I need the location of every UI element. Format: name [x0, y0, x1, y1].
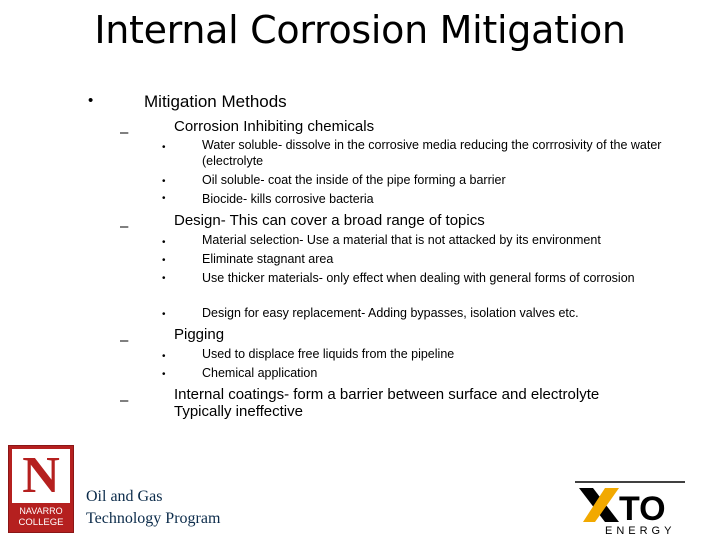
bullet-dot: •: [162, 309, 166, 320]
xto-energy-logo: [575, 480, 685, 536]
list-item: Used to displace free liquids from the pipeline: [202, 347, 455, 361]
program-line2: Technology Program: [86, 510, 221, 527]
bullet-dot: •: [162, 193, 166, 204]
section-heading: Pigging: [174, 326, 225, 343]
logo-line1: NAVARRO: [19, 506, 63, 516]
main-bullet-text: Mitigation Methods: [144, 92, 287, 111]
logo-letter: N: [22, 447, 60, 504]
logo-line2: COLLEGE: [18, 517, 64, 528]
section-heading: Design- This can cover a broad range of topics: [174, 212, 485, 229]
bullet-marker: •: [88, 92, 94, 109]
logo-wordmark: TO: [619, 490, 666, 528]
dash-marker: –: [120, 218, 129, 235]
list-item: Water soluble- dissolve in the corrosive media reducing the corrrosivity of the water (electrolyte: [202, 138, 662, 168]
list-item: Chemical application: [202, 366, 318, 380]
bullet-dot: •: [162, 273, 166, 284]
bullet-dot: •: [162, 351, 166, 362]
list-item: Use thicker materials- only effect when dealing with general forms of corrosion: [202, 271, 635, 285]
dash-marker: –: [120, 332, 129, 349]
logo-subtitle: ENERGY: [605, 525, 676, 536]
program-line1: Oil and Gas: [86, 488, 163, 505]
section-heading: Internal coatings- form a barrier between surface and electrolyte: [174, 386, 600, 403]
bullet-dot: •: [162, 237, 166, 248]
logo-letter-box: [12, 449, 70, 503]
bullet-dot: •: [162, 142, 166, 153]
program-name: [86, 486, 220, 530]
dash-marker: –: [120, 392, 129, 409]
list-item: Eliminate stagnant area: [202, 252, 334, 266]
bullet-dot: •: [162, 176, 166, 187]
bullet-dot: •: [162, 369, 166, 380]
list-item: Oil soluble- coat the inside of the pipe forming a barrier: [202, 173, 506, 187]
section-heading: Corrosion Inhibiting chemicals: [174, 118, 375, 135]
bullet-dot: •: [162, 255, 166, 266]
navarro-college-logo: [8, 445, 74, 533]
dash-marker: –: [120, 124, 129, 141]
slide-title: Internal Corrosion Mitigation: [94, 8, 626, 52]
list-item: Biocide- kills corrosive bacteria: [202, 192, 374, 206]
section-heading-continued: Typically ineffective: [174, 403, 303, 420]
list-item: Design for easy replacement- Adding bypasses, isolation valves etc.: [202, 306, 579, 320]
list-item: Material selection- Use a material that is not attacked by its environment: [202, 233, 601, 247]
